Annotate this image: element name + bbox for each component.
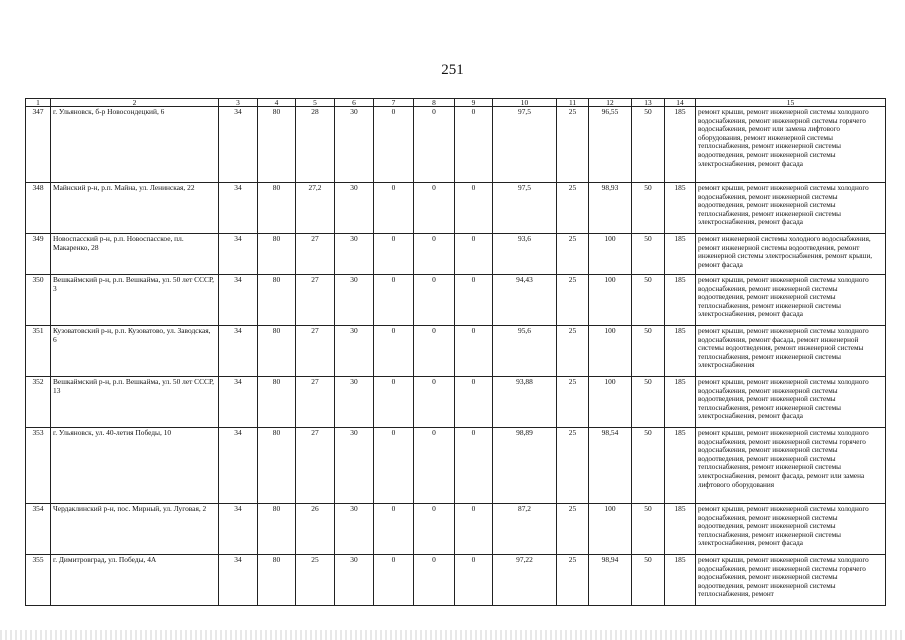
value-cell: 50: [632, 377, 665, 428]
value-cell: 26: [296, 504, 335, 555]
value-cell: 97,22: [493, 555, 557, 606]
column-header: 15: [696, 99, 886, 107]
value-cell: 0: [455, 275, 493, 326]
value-cell: 0: [455, 377, 493, 428]
works-cell: ремонт крыши, ремонт инженерной системы холодного водоснабжения, ремонт инженерной системы водоотведения, ремонт инженерной системы теплоснабжения, ремонт инженерной системы электроснабжения, ремонт фасада: [696, 504, 886, 555]
value-cell: 25: [296, 555, 335, 606]
address-cell: г. Ульяновск, б-р Новосондецкий, 6: [51, 107, 219, 183]
address-cell: Кузоватовский р-н, р.п. Кузоватово, ул. Заводская, 6: [51, 326, 219, 377]
table-row: [26, 555, 886, 606]
value-cell: 34: [219, 504, 258, 555]
value-cell: 185: [665, 234, 696, 275]
row-number-cell: 348: [26, 183, 51, 234]
value-cell: 0: [374, 504, 414, 555]
value-cell: 25: [557, 183, 589, 234]
value-cell: 185: [665, 555, 696, 606]
value-cell: 87,2: [493, 504, 557, 555]
value-cell: 185: [665, 428, 696, 504]
value-cell: 25: [557, 234, 589, 275]
row-number-cell: 347: [26, 107, 51, 183]
table-row: [26, 504, 886, 555]
row-number-cell: 349: [26, 234, 51, 275]
value-cell: 27: [296, 326, 335, 377]
page-number: 251: [441, 62, 464, 78]
value-cell: 30: [335, 107, 374, 183]
table-row: [26, 234, 886, 275]
value-cell: 0: [414, 275, 455, 326]
row-number-cell: 355: [26, 555, 51, 606]
value-cell: 25: [557, 504, 589, 555]
address-cell: Майнский р-н, р.п. Майна, ул. Ленинская, 22: [51, 183, 219, 234]
column-header: 14: [665, 99, 696, 107]
value-cell: 185: [665, 326, 696, 377]
row-number-cell: 352: [26, 377, 51, 428]
column-header: 11: [557, 99, 589, 107]
table-row: [26, 428, 886, 504]
value-cell: 100: [589, 326, 632, 377]
column-header: 8: [414, 99, 455, 107]
works-cell: ремонт крыши, ремонт инженерной системы холодного водоснабжения, ремонт инженерной системы горячего водоснабжения, ремонт инженерной системы водоотведения, ремонт инженерной системы теплоснабжения, ремонт: [696, 555, 886, 606]
value-cell: 80: [258, 428, 296, 504]
scan-edge-artifact: [0, 630, 905, 640]
column-header: 5: [296, 99, 335, 107]
value-cell: 34: [219, 275, 258, 326]
value-cell: 50: [632, 183, 665, 234]
value-cell: 0: [455, 555, 493, 606]
value-cell: 25: [557, 275, 589, 326]
value-cell: 30: [335, 234, 374, 275]
value-cell: 95,6: [493, 326, 557, 377]
value-cell: 185: [665, 504, 696, 555]
address-cell: Вешкаймский р-н, р.п. Вешкайма, ул. 50 лет СССР, 3: [51, 275, 219, 326]
value-cell: 0: [414, 183, 455, 234]
value-cell: 0: [374, 555, 414, 606]
value-cell: 34: [219, 377, 258, 428]
row-number-cell: 350: [26, 275, 51, 326]
value-cell: 25: [557, 326, 589, 377]
value-cell: 50: [632, 428, 665, 504]
column-header: 7: [374, 99, 414, 107]
table-row: [26, 275, 886, 326]
value-cell: 34: [219, 234, 258, 275]
value-cell: 80: [258, 555, 296, 606]
works-cell: ремонт крыши, ремонт инженерной системы холодного водоснабжения, ремонт инженерной системы горячего водоснабжения, ремонт или замена лифтового оборудования, ремонт инженерной системы теплоснабжения, ремонт инженерной системы водоотведения, ремонт инженерной системы электроснабжения, ремонт фасада: [696, 107, 886, 183]
value-cell: 0: [374, 428, 414, 504]
value-cell: 0: [374, 326, 414, 377]
value-cell: 0: [374, 377, 414, 428]
works-cell: ремонт крыши, ремонт инженерной системы холодного водоснабжения, ремонт инженерной системы горячего водоснабжения, ремонт инженерной системы водоотведения, ремонт инженерной системы теплоснабжения, ремонт инженерной системы электроснабжения, ремонт фасада, ремонт или замена лифтового оборудования: [696, 428, 886, 504]
table-row: [26, 326, 886, 377]
value-cell: 100: [589, 504, 632, 555]
value-cell: 94,43: [493, 275, 557, 326]
column-header: 9: [455, 99, 493, 107]
value-cell: 0: [414, 326, 455, 377]
value-cell: 50: [632, 504, 665, 555]
value-cell: 50: [632, 107, 665, 183]
works-cell: ремонт крыши, ремонт инженерной системы холодного водоснабжения, ремонт инженерной системы водоотведения, ремонт инженерной системы теплоснабжения, ремонт инженерной системы электроснабжения, ремонт фасада: [696, 377, 886, 428]
value-cell: 50: [632, 275, 665, 326]
value-cell: 98,54: [589, 428, 632, 504]
value-cell: 100: [589, 234, 632, 275]
registry-table: [25, 98, 886, 606]
value-cell: 185: [665, 107, 696, 183]
value-cell: 98,94: [589, 555, 632, 606]
value-cell: 100: [589, 377, 632, 428]
value-cell: 80: [258, 234, 296, 275]
row-number-cell: 354: [26, 504, 51, 555]
address-cell: Чердаклинский р-н, пос. Мирный, ул. Луговая, 2: [51, 504, 219, 555]
value-cell: 30: [335, 504, 374, 555]
works-cell: ремонт крыши, ремонт инженерной системы холодного водоснабжения, ремонт инженерной системы водоотведения, ремонт инженерной системы теплоснабжения, ремонт инженерной системы электроснабжения, ремонт фасада: [696, 183, 886, 234]
value-cell: 100: [589, 275, 632, 326]
value-cell: 28: [296, 107, 335, 183]
value-cell: 0: [455, 183, 493, 234]
value-cell: 30: [335, 183, 374, 234]
value-cell: 50: [632, 234, 665, 275]
value-cell: 34: [219, 107, 258, 183]
address-cell: г. Ульяновск, ул. 40-летия Победы, 10: [51, 428, 219, 504]
value-cell: 25: [557, 555, 589, 606]
value-cell: 30: [335, 326, 374, 377]
value-cell: 34: [219, 555, 258, 606]
value-cell: 0: [455, 234, 493, 275]
value-cell: 27,2: [296, 183, 335, 234]
value-cell: 97,5: [493, 107, 557, 183]
value-cell: 97,5: [493, 183, 557, 234]
value-cell: 0: [414, 428, 455, 504]
value-cell: 80: [258, 107, 296, 183]
value-cell: 0: [374, 107, 414, 183]
row-number-cell: 353: [26, 428, 51, 504]
value-cell: 96,55: [589, 107, 632, 183]
works-cell: ремонт крыши, ремонт инженерной системы холодного водоснабжения, ремонт инженерной системы водоотведения, ремонт инженерной системы теплоснабжения, ремонт инженерной системы электроснабжения, ремонт фасада: [696, 275, 886, 326]
value-cell: 25: [557, 377, 589, 428]
table-row: [26, 107, 886, 183]
header-row: [26, 99, 886, 107]
value-cell: 34: [219, 428, 258, 504]
value-cell: 0: [414, 504, 455, 555]
value-cell: 0: [414, 234, 455, 275]
column-header: 6: [335, 99, 374, 107]
value-cell: 27: [296, 275, 335, 326]
address-cell: Новоспасский р-н, р.п. Новоспасское, пл. Макаренко, 28: [51, 234, 219, 275]
value-cell: 0: [455, 504, 493, 555]
value-cell: 30: [335, 555, 374, 606]
value-cell: 34: [219, 183, 258, 234]
column-header: 4: [258, 99, 296, 107]
value-cell: 80: [258, 275, 296, 326]
value-cell: 185: [665, 275, 696, 326]
value-cell: 25: [557, 107, 589, 183]
value-cell: 0: [374, 275, 414, 326]
value-cell: 0: [455, 326, 493, 377]
value-cell: 0: [374, 183, 414, 234]
works-cell: ремонт инженерной системы холодного водоснабжения, ремонт инженерной системы водоотведения, ремонт инженерной системы электроснабжения, ремонт крыши, ремонт фасада: [696, 234, 886, 275]
value-cell: 185: [665, 183, 696, 234]
value-cell: 80: [258, 504, 296, 555]
address-cell: г. Димитровград, ул. Победы, 4А: [51, 555, 219, 606]
value-cell: 80: [258, 377, 296, 428]
value-cell: 27: [296, 428, 335, 504]
column-header: 12: [589, 99, 632, 107]
value-cell: 93,6: [493, 234, 557, 275]
value-cell: 27: [296, 234, 335, 275]
value-cell: 80: [258, 326, 296, 377]
value-cell: 30: [335, 377, 374, 428]
table-row: [26, 183, 886, 234]
value-cell: 50: [632, 555, 665, 606]
column-header: 3: [219, 99, 258, 107]
column-header: 10: [493, 99, 557, 107]
value-cell: 50: [632, 326, 665, 377]
value-cell: 0: [414, 107, 455, 183]
value-cell: 98,89: [493, 428, 557, 504]
value-cell: 25: [557, 428, 589, 504]
value-cell: 80: [258, 183, 296, 234]
value-cell: 27: [296, 377, 335, 428]
value-cell: 185: [665, 377, 696, 428]
value-cell: 0: [455, 428, 493, 504]
works-cell: ремонт крыши, ремонт инженерной системы холодного водоснабжения, ремонт фасада, ремонт инженерной системы водоотведения, ремонт инженерной системы теплоснабжения, ремонт инженерной системы электроснабжения: [696, 326, 886, 377]
column-header: 13: [632, 99, 665, 107]
value-cell: 0: [374, 234, 414, 275]
column-header: 1: [26, 99, 51, 107]
value-cell: 93,88: [493, 377, 557, 428]
value-cell: 0: [414, 377, 455, 428]
value-cell: 34: [219, 326, 258, 377]
value-cell: 98,93: [589, 183, 632, 234]
column-header: 2: [51, 99, 219, 107]
value-cell: 0: [414, 555, 455, 606]
value-cell: 0: [455, 107, 493, 183]
value-cell: 30: [335, 428, 374, 504]
value-cell: 30: [335, 275, 374, 326]
table-row: [26, 377, 886, 428]
row-number-cell: 351: [26, 326, 51, 377]
address-cell: Вешкаймский р-н, р.п. Вешкайма, ул. 50 лет СССР, 13: [51, 377, 219, 428]
